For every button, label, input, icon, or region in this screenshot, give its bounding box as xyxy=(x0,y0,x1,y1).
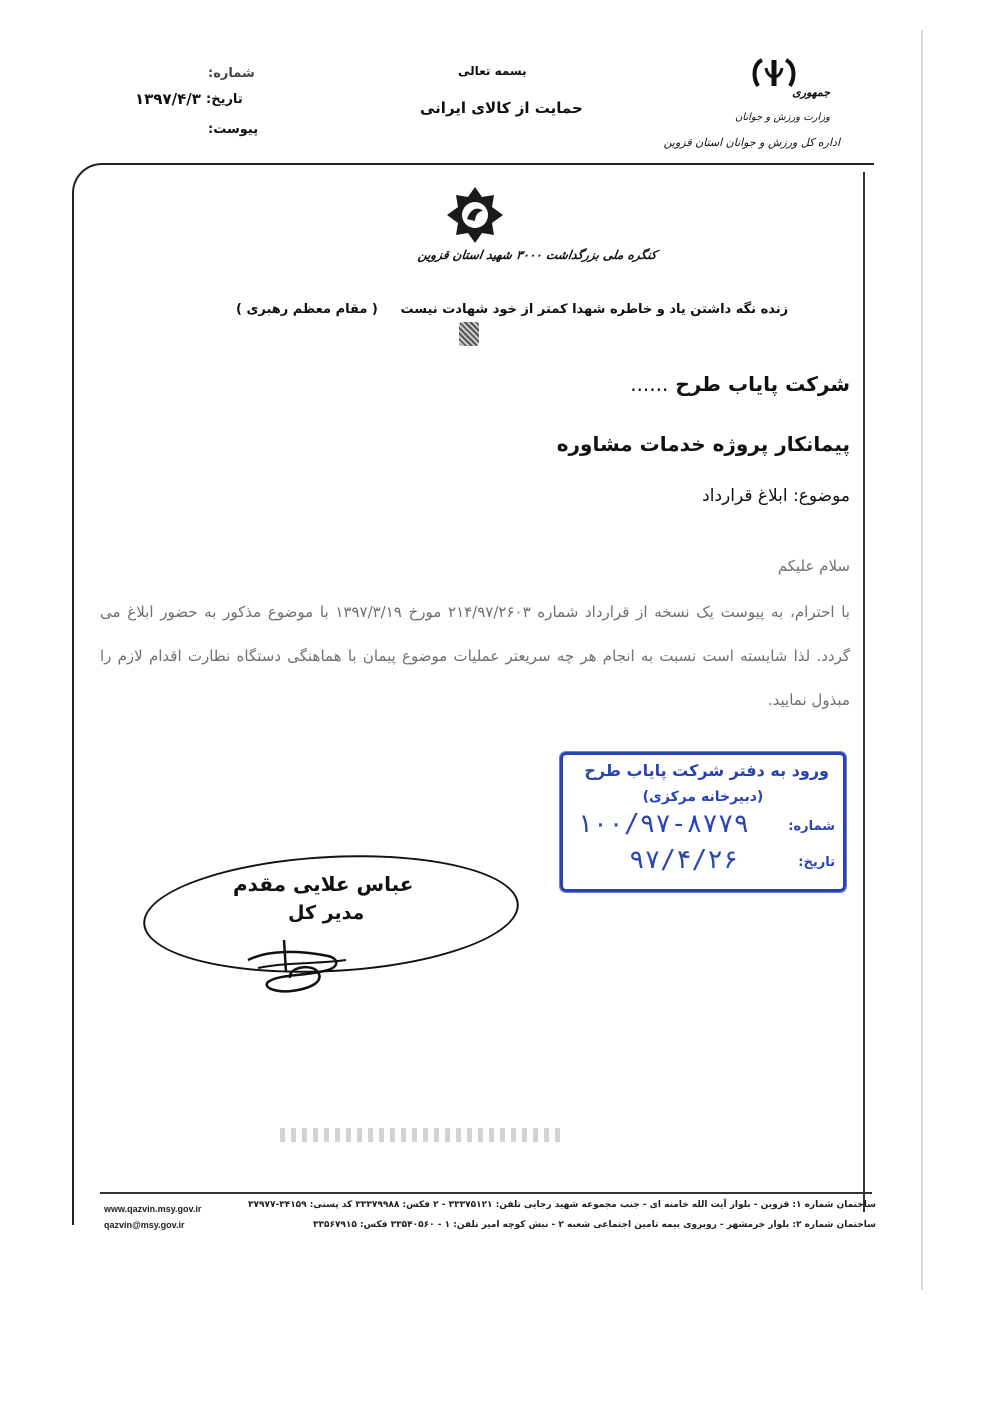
quote-text: زنده نگه داشتن یاد و خاطره شهدا کمتر از خود شهادت نیست xyxy=(400,302,789,317)
stamp-date-value: ۹۷/۴/۲۶ xyxy=(629,845,739,875)
stamp-number-label: شماره: xyxy=(788,819,835,834)
handwritten-signature-icon xyxy=(228,920,368,1000)
martyrs-congress-logo-icon xyxy=(445,185,505,245)
iran-emblem-icon xyxy=(748,56,800,90)
stamp-number-value: ۱۰۰/۹۷-۸۷۷۹ xyxy=(577,809,750,839)
ministry-emblem-block xyxy=(663,56,840,156)
footer-email: qazvin@msy.gov.ir xyxy=(104,1220,185,1230)
leader-quote xyxy=(236,302,788,317)
ministry-name: وزارت ورزش و جوانان xyxy=(734,112,830,123)
small-seal-mark xyxy=(459,322,479,346)
recipient-name xyxy=(630,372,850,396)
date-value: ۱۳۹۷/۴/۳ xyxy=(135,90,201,108)
scan-noise xyxy=(280,1128,560,1142)
date-label: تاریخ: xyxy=(206,92,243,107)
recipient-role: پیمانکار پروژه خدمات مشاوره xyxy=(556,432,850,456)
letter-subject: موضوع: ابلاغ قرارداد xyxy=(702,486,850,506)
stamp-title: ورود به دفتر شرکت پایاب طرح xyxy=(584,761,829,780)
quote-source: ( مقام معظم رهبری ) xyxy=(236,302,378,317)
stamp-date-label: تاریخ: xyxy=(798,855,835,870)
stamp-subtitle: (دبیرخانه مرکزی) xyxy=(642,789,764,805)
letter-body: با احترام، به پیوست یک نسخه از قرارداد شماره ۲۱۴/۹۷/۲۶۰۳ مورخ ۱۳۹۷/۳/۱۹ با موضوع مذکور به حضور ابلاغ می گردد. لذا شایسته است نسبت به انجام هر چه سریعتر عملیات موضوع پیمان با هماهنگی دستگاه نظارت اقدام لازم را مبذول نمایید. xyxy=(100,603,850,709)
letter-greeting: سلام علیکم xyxy=(777,557,850,575)
footer-rule xyxy=(100,1192,872,1194)
emblem-caption: جمهوری xyxy=(792,86,830,99)
directorate-name: اداره کل ورزش و جوانان استان قزوین xyxy=(663,136,840,149)
recipient-text: شرکت پایاب طرح xyxy=(675,372,850,396)
recipient-dots: ...... xyxy=(630,372,669,396)
letterhead-frame-right xyxy=(863,172,865,1212)
signatory-name: عباس علایی مقدم xyxy=(233,872,414,896)
signatory-title: مدیر کل xyxy=(288,902,365,924)
number-label: شماره: xyxy=(208,66,255,81)
org-name: کنگره ملی بزرگداشت ۳۰۰۰ شهید استان قزوین xyxy=(417,248,658,262)
footer-address-1: ساختمان شماره ۱: قزوین - بلوار آیت الله خامنه ای - جنب مجموعه شهید رجایی تلفن: ۳۳۳۷۵۱۲۱ - ۲ فکس: ۳۳۳۷۹۹۸۸ کد پستی: ۳۴۱۵۹-۳۷۹۷۷ xyxy=(247,1200,876,1210)
attachment-label: پیوست: xyxy=(208,122,259,137)
entry-stamp xyxy=(560,752,846,892)
slogan-text: حمایت از کالای ایرانی xyxy=(420,99,583,117)
scan-page-edge xyxy=(921,30,923,1290)
footer-address-2: ساختمان شماره ۲: بلوار خرمشهر - روبروی بیمه تامین اجتماعی شعبه ۲ - نبش کوچه امیر تلفن: ۱ - ۳۳۵۴۰۵۶۰ فکس: ۳۳۵۶۷۹۱۵ xyxy=(312,1220,876,1230)
footer-website: www.qazvin.msy.gov.ir xyxy=(104,1204,202,1214)
bismillah-heading: بسمه تعالی xyxy=(458,64,527,78)
